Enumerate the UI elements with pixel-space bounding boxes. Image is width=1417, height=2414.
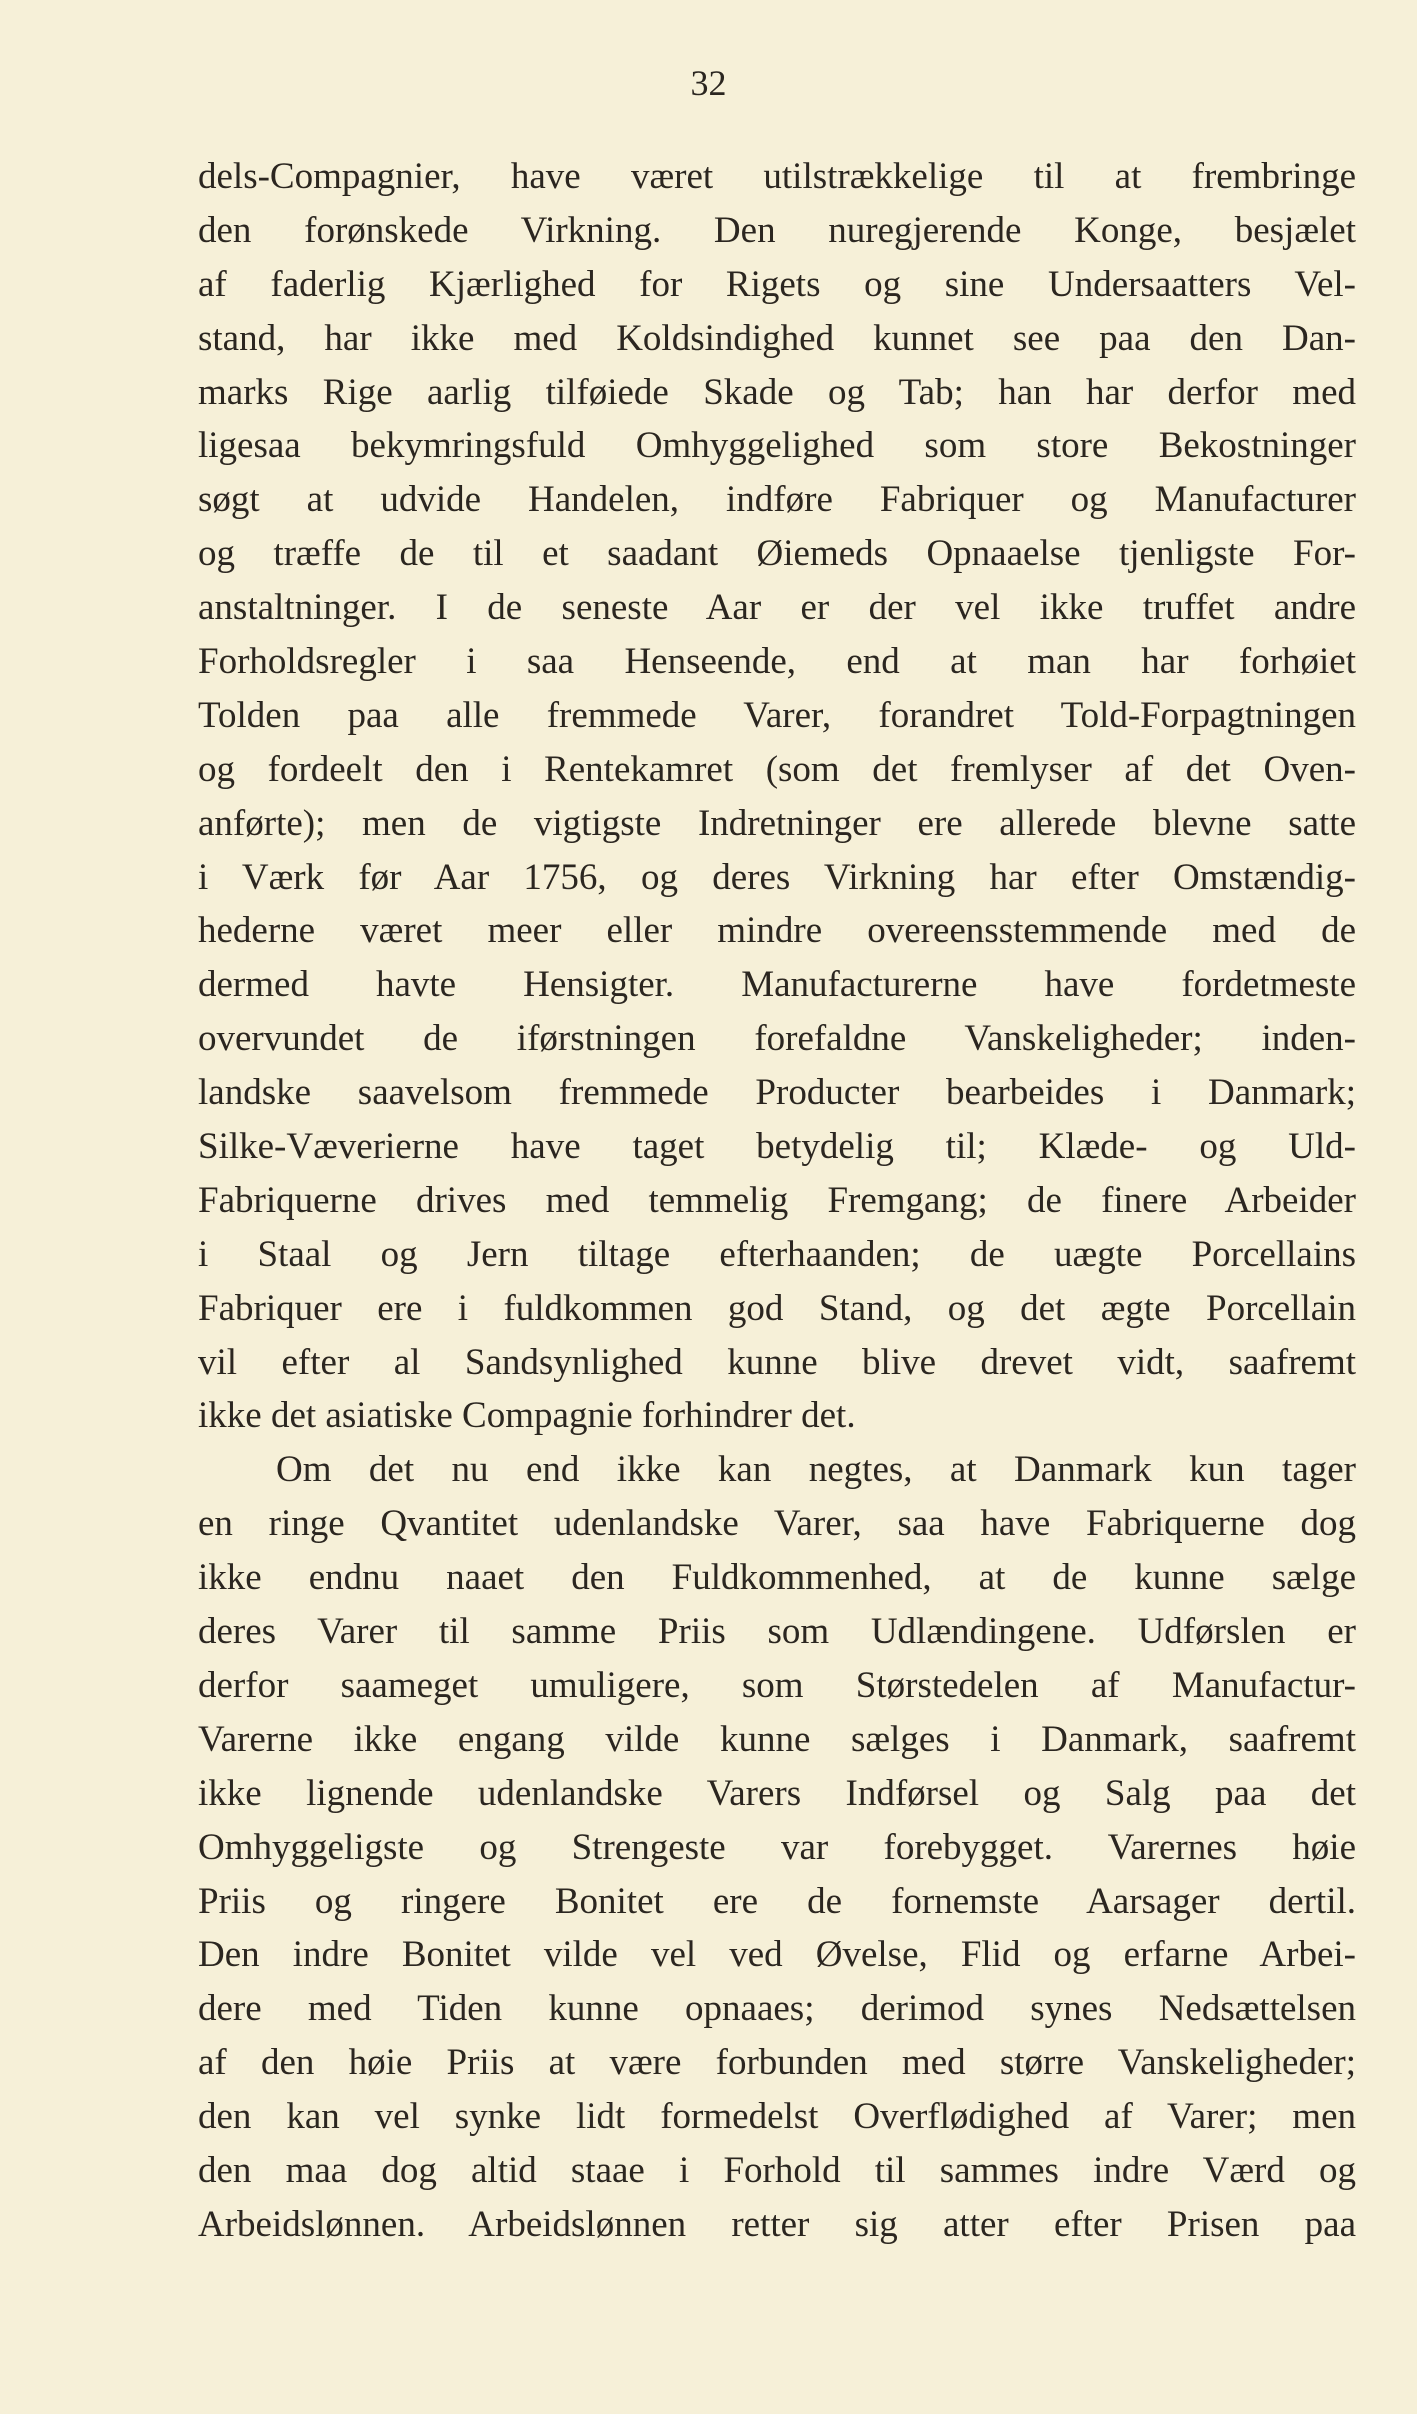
text-line: den maa dog altid staae i Forhold til sammes indre Værd og xyxy=(198,2149,1356,2191)
page-number: 32 xyxy=(690,63,727,103)
text-line: landske saavelsom fremmede Producter bearbeides i Danmark; xyxy=(198,1072,1356,1114)
text-line: Priis og ringere Bonitet ere de fornemste Aarsager dertil. xyxy=(198,1880,1356,1922)
text-line: deres Varer til samme Priis som Udlændingene. Udførslen er xyxy=(198,1611,1356,1653)
text-line: dermed havte Hensigter. Manufacturerne have fordetmeste xyxy=(198,964,1356,1006)
text-line: stand, har ikke med Koldsindighed kunnet see paa den Dan- xyxy=(198,317,1356,359)
text-line: vil efter al Sandsynlighed kunne blive drevet vidt, saafremt xyxy=(198,1341,1356,1383)
text-line: en ringe Qvantitet udenlandske Varer, saa have Fabriquerne dog xyxy=(198,1503,1356,1545)
text-line: af faderlig Kjærlighed for Rigets og sine Undersaatters Vel- xyxy=(198,263,1356,305)
text-line: marks Rige aarlig tilføiede Skade og Tab; han har derfor med xyxy=(198,371,1356,413)
text-line: og træffe de til et saadant Øiemeds Opnaaelse tjenligste For- xyxy=(198,533,1356,575)
text-line: Tolden paa alle fremmede Varer, forandret Told-Forpagtningen xyxy=(198,694,1356,736)
text-line: Omhyggeligste og Strengeste var forebygget. Varernes høie xyxy=(198,1826,1356,1868)
text-line: dere med Tiden kunne opnaaes; derimod synes Nedsættelsen xyxy=(198,1988,1356,2030)
body-text xyxy=(198,150,1356,2252)
text-line: ikke endnu naaet den Fuldkommenhed, at de kunne sælge xyxy=(198,1557,1356,1599)
text-line: Varerne ikke engang vilde kunne sælges i Danmark, saafremt xyxy=(198,1718,1356,1760)
text-line: dels-Compagnier, have været utilstrækkelige til at frembringe xyxy=(198,156,1356,197)
text-line: derfor saameget umuligere, som Størstedelen af Manufactur- xyxy=(198,1664,1356,1706)
text-line: Forholdsregler i saa Henseende, end at man har forhøiet xyxy=(198,641,1356,683)
text-line: den kan vel synke lidt formedelst Overflødighed af Varer; men xyxy=(198,2096,1356,2138)
text-line: hederne været meer eller mindre overeensstemmende med de xyxy=(198,910,1356,952)
text-line: ikke lignende udenlandske Varers Indførsel og Salg paa det xyxy=(198,1772,1356,1814)
text-line: Silke-Væverierne have taget betydelig til; Klæde- og Uld- xyxy=(198,1126,1356,1168)
text-line: Fabriquer ere i fuldkommen god Stand, og det ægte Porcellain xyxy=(198,1287,1356,1329)
text-line: ikke det asiatiske Compagnie forhindrer det. xyxy=(198,1395,856,1437)
text-line: søgt at udvide Handelen, indføre Fabriquer og Manufacturer xyxy=(198,479,1356,521)
text-line: overvundet de iførstningen forefaldne Vanskeligheder; inden- xyxy=(198,1018,1356,1060)
text-line: den forønskede Virkning. Den nuregjerende Konge, besjælet xyxy=(198,209,1356,251)
text-line: Om det nu end ikke kan negtes, at Danmark kun tager xyxy=(276,1449,1356,1491)
text-line: i Staal og Jern tiltage efterhaanden; de uægte Porcellains xyxy=(198,1233,1356,1275)
text-line: anstaltninger. I de seneste Aar er der vel ikke truffet andre xyxy=(198,587,1356,629)
text-line: ligesaa bekymringsfuld Omhyggelighed som store Bekostninger xyxy=(198,425,1356,467)
text-line: Den indre Bonitet vilde vel ved Øvelse, Flid og erfarne Arbei- xyxy=(198,1934,1356,1976)
text-line: anførte); men de vigtigste Indretninger ere allerede blevne satte xyxy=(198,802,1356,844)
text-line: Arbeidslønnen. Arbeidslønnen retter sig atter efter Prisen paa xyxy=(198,2203,1356,2245)
text-line: af den høie Priis at være forbunden med større Vanskeligheder; xyxy=(198,2042,1356,2084)
text-line: Fabriquerne drives med temmelig Fremgang; de finere Arbeider xyxy=(198,1179,1356,1221)
text-line: og fordeelt den i Rentekamret (som det fremlyser af det Oven- xyxy=(198,748,1356,790)
text-line: i Værk før Aar 1756, og deres Virkning har efter Omstændig- xyxy=(198,856,1356,898)
